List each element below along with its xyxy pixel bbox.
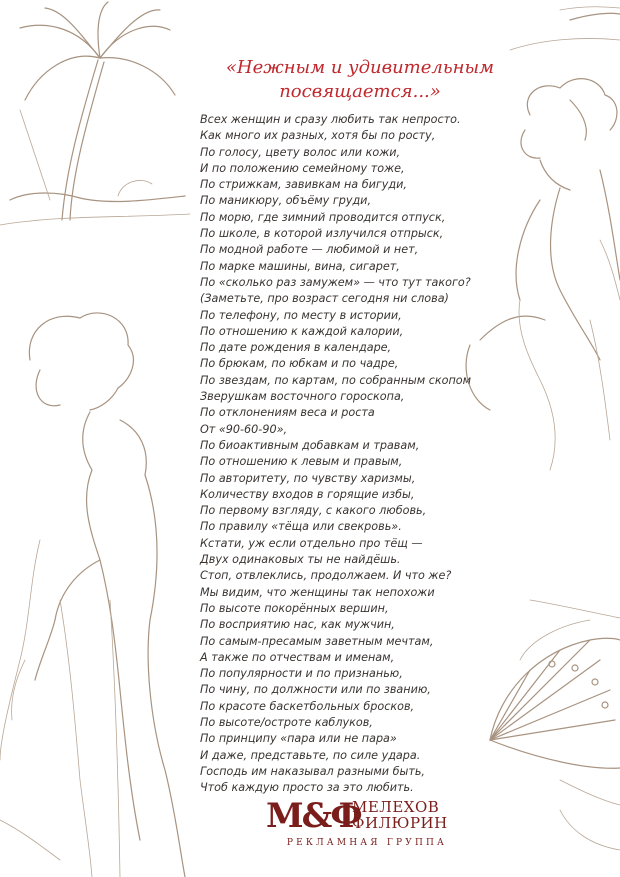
poem-line: Зверушкам восточного гороскопа,: [200, 390, 405, 404]
poem-line: От «90-60-90»,: [200, 422, 288, 436]
logo-name-line1: МЕЛЕХОВ: [352, 798, 440, 816]
poem-text: [200, 112, 540, 796]
poem-line: По чину, по должности или по званию,: [200, 683, 431, 697]
poem-line: По телефону, по месту в истории,: [200, 308, 402, 322]
logo-mark: М&Ф: [266, 796, 361, 836]
poem-line: По отношению к каждой калории,: [200, 324, 404, 338]
poem-line: По отклонениям веса и роста: [200, 406, 375, 420]
poem-line: И по положению семейному тоже,: [200, 161, 405, 175]
poem-line: По школе, в которой излучился отпрыск,: [200, 227, 444, 241]
poem-line: Всех женщин и сразу любить так непросто.: [200, 113, 461, 126]
poem-line: По высоте/остроте каблуков,: [200, 715, 373, 729]
poem-line: Мы видим, что женщины так непохожи: [200, 585, 435, 599]
poem-line: А также по отчествам и именам,: [200, 650, 395, 664]
poem-line: По правилу «тёща или свекровь».: [200, 520, 402, 534]
poem-line: По восприятию нас, как мужчин,: [200, 618, 395, 632]
poem-line: По звездам, по картам, по собранным скопом: [200, 373, 472, 387]
poem-line: По голосу, цвету волос или кожи,: [200, 145, 401, 159]
palm-tree-sketch: [0, 2, 190, 225]
poem-line: По высоте покорённых вершин,: [200, 601, 389, 615]
poem-line: По самым-пресамым заветным мечтам,: [200, 634, 434, 648]
poem-line: По принципу «пара или не пара»: [200, 732, 397, 746]
company-logo: [262, 796, 472, 856]
poem-line: По стрижкам, завивкам на бигуди,: [200, 178, 407, 192]
poem-line: Господь им наказывал разными быть,: [200, 764, 425, 778]
poem-line: По первому взгляду, с какого любовь,: [200, 504, 427, 518]
poem-line: По авторитету, по чувству харизмы,: [200, 471, 416, 485]
poem-line: Кстати, уж если отдельно про тёщ —: [200, 536, 423, 550]
poem-line: Чтоб каждую просто за это любить.: [200, 781, 414, 795]
logo-name-line2: ФИЛЮРИН: [352, 814, 448, 832]
poem-line: Стоп, отвлеклись, продолжаем. И что же?: [200, 569, 452, 583]
poem-line: По отношению к левым и правым,: [200, 455, 403, 469]
poem-line: По популярности и по признанью,: [200, 667, 403, 681]
woman-left-sketch: [0, 313, 185, 877]
poem-line: По модной работе — любимой и нет,: [200, 243, 419, 257]
logo-subtitle: РЕКЛАМНАЯ ГРУППА: [286, 838, 448, 848]
top-right-sketch: [510, 7, 620, 50]
poem-line: И даже, представьте, по силе удара.: [200, 748, 421, 762]
poem-line: По биоактивным добавкам и травам,: [200, 438, 420, 452]
poem-line: По красоте баскетбольных бросков,: [200, 699, 415, 713]
poster-title: «Нежным и удивительным посвящается...»: [225, 57, 495, 102]
poem-line: (Заметьте, про возраст сегодня ни слова): [200, 292, 449, 306]
poem-line: По брюкам, по юбкам и по чадре,: [200, 357, 399, 371]
poem-line: Количеству входов в горящие избы,: [200, 487, 415, 501]
poem-line: По морю, где зимний проводится отпуск,: [200, 210, 446, 224]
poem-line: По «сколько раз замужем» — что тут такого?: [200, 275, 471, 289]
poem-line: По дате рождения в календаре,: [200, 341, 392, 355]
poem-line: Как много их разных, хотя бы по росту,: [200, 129, 436, 143]
poem-line: По маникюру, объёму груди,: [200, 194, 372, 208]
poem-line: Двух одинаковых ты не найдёшь.: [200, 553, 401, 567]
poem-line: По марке машины, вина, сигарет,: [200, 259, 400, 273]
